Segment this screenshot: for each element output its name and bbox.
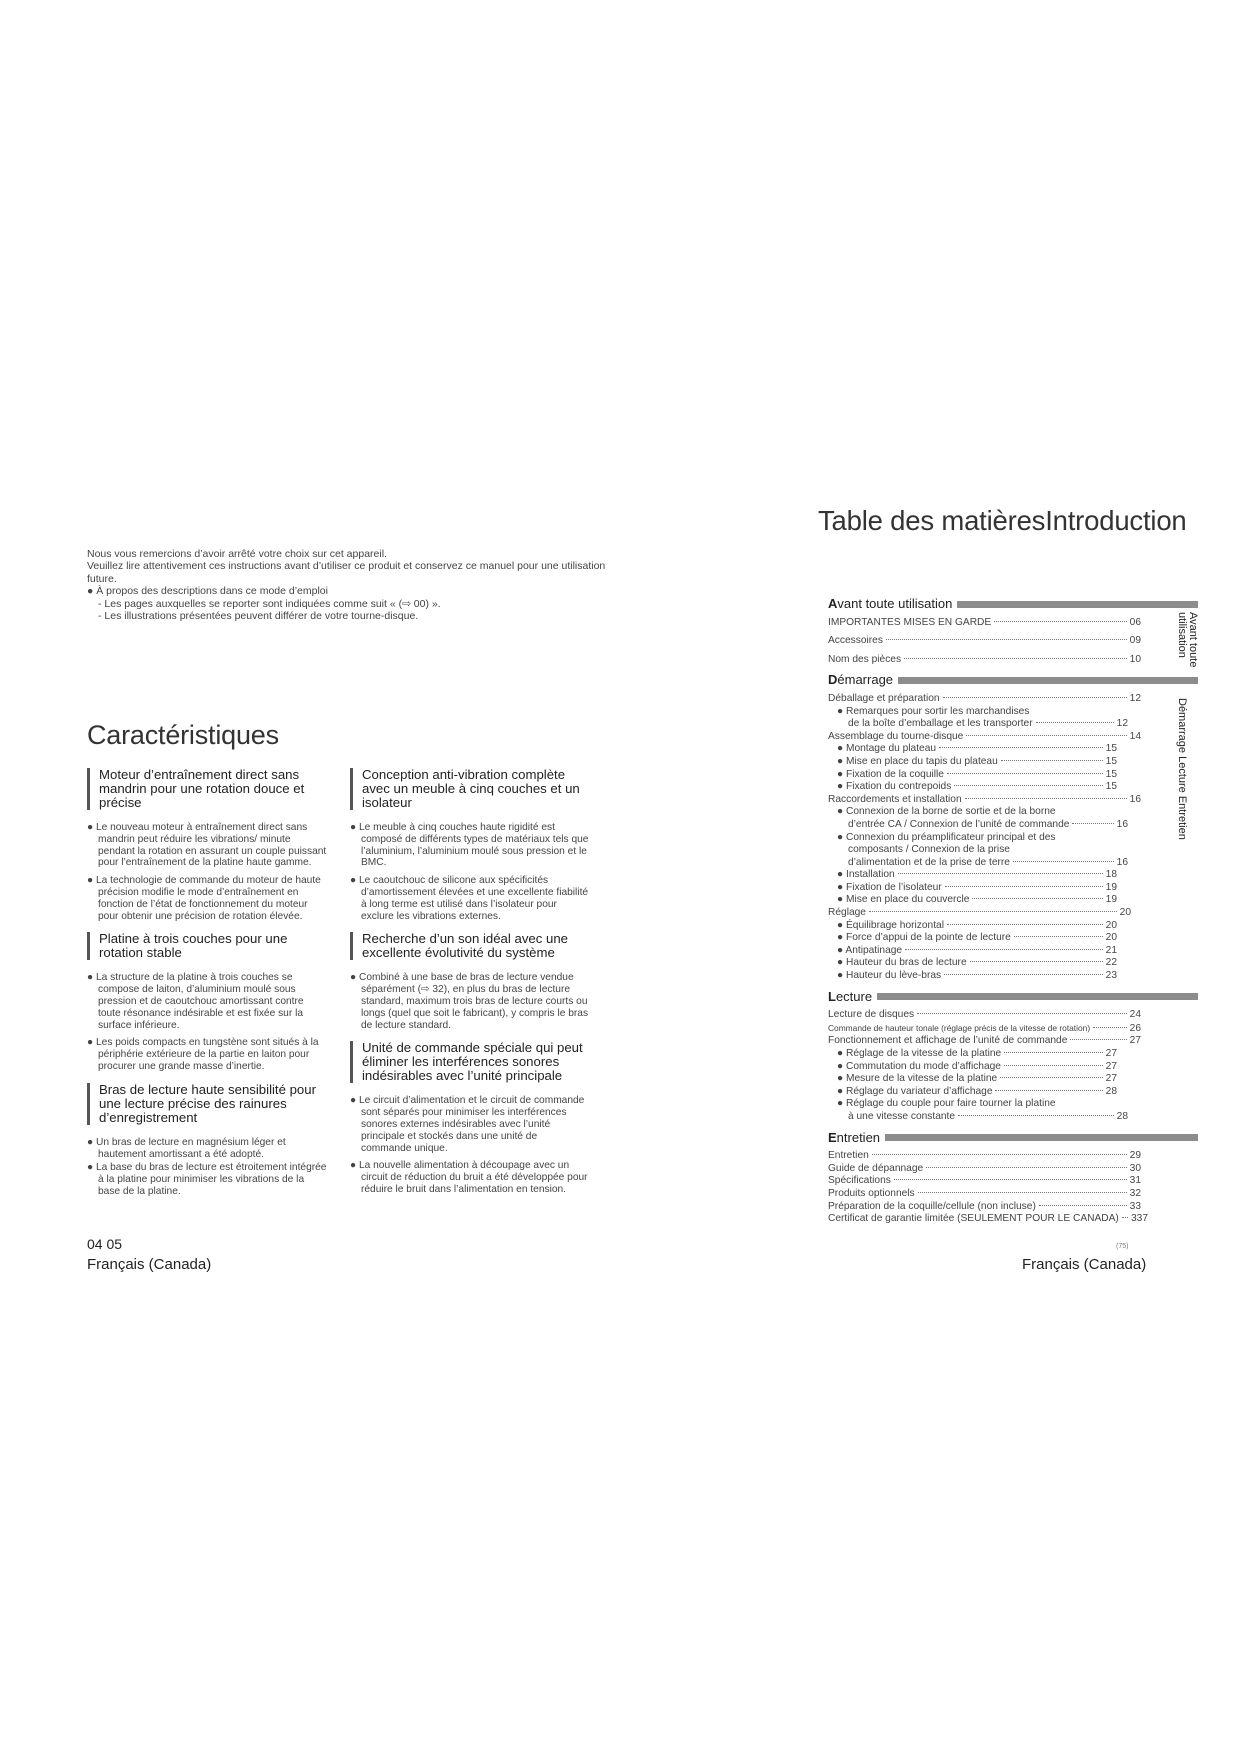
toc-entry[interactable]: Guide de dépannage 30	[828, 1162, 1141, 1174]
feature-group	[350, 1041, 590, 1195]
intro-bullet-text: À propos des descriptions dans ce mode d’emploi	[96, 585, 328, 598]
toc-entry[interactable]: Fonctionnement et affichage de l’unité de commande 27	[828, 1035, 1141, 1047]
feature-item: ● La technologie de commande du moteur de haute précision modifie le mode d’entraînement en fonction de l’état de fonctionnement du moteur pour obtenir une précision de rotation élevée.	[87, 875, 321, 922]
toc-entry[interactable]: Spécifications 31	[828, 1175, 1141, 1187]
toc-entry[interactable]: ● Commutation du mode d’affichage 27	[837, 1060, 1117, 1072]
intro-sub-2: - Les illustrations présentées peuvent différer de votre tourne-disque.	[98, 610, 419, 623]
toc-entry[interactable]: IMPORTANTES MISES EN GARDE 06	[828, 616, 1141, 628]
toc-entry[interactable]: Entretien 29	[828, 1150, 1141, 1162]
toc-title: Table des matièresIntroduction	[818, 505, 1187, 536]
intro-block	[87, 548, 607, 622]
feature-item: ● Le nouveau moteur à entraînement direct sans mandrin peut réduire les vibrations/ minute pendant la rotation en assurant un couple puissant pour l’entraînement de la platine haute gamme.	[87, 822, 327, 869]
section-bar	[885, 1134, 1198, 1141]
toc-entry[interactable]: ● Réglage de la vitesse de la platine 27	[837, 1048, 1117, 1059]
intro-thanks: Nous vous remercions d’avoir arrêté votre choix sur cet appareil.	[87, 548, 387, 560]
toc-entry[interactable]: Accessoires 09	[828, 635, 1141, 647]
toc-entry[interactable]: à une vitesse constante 28	[848, 1110, 1128, 1122]
toc-entry[interactable]: ● Fixation de la coquille 15	[837, 768, 1117, 780]
toc-entry[interactable]: ● Fixation du contrepoids 15	[837, 781, 1117, 793]
toc-entry-text: ● Réglage du couple pour faire tourner la platine	[837, 1098, 1056, 1110]
features-column-right	[350, 768, 590, 1206]
toc-entry[interactable]: d’alimentation et de la prise de terre 16	[848, 856, 1128, 868]
toc-entry[interactable]: d’entrée CA / Connexion de l’unité de commande 16	[848, 818, 1128, 830]
toc-entry[interactable]: ● Équilibrage horizontal 20	[837, 919, 1117, 931]
feature-item: ● Le caoutchouc de silicone aux spécificités d’amortissement élevées et une excellente fiabilité à long terme est utilisé dans l’isolateur pour exclure les vibrations externes.	[350, 875, 589, 922]
toc-entry[interactable]: Réglage 20	[828, 907, 1131, 919]
feature-group	[350, 768, 590, 922]
feature-item: ● La base du bras de lecture est étroitement intégrée à la platine pour minimiser les vibrations de la base de la platine.	[87, 1162, 327, 1197]
page-marker: (75)	[1116, 1243, 1129, 1250]
toc-section-heading: Démarrage	[828, 674, 1198, 687]
feature-heading: Unité de commande spéciale qui peut éliminer les interférences sonores indésirables avec l’unité principale	[350, 1041, 590, 1083]
feature-item: ● Le circuit d’alimentation et le circuit de commande sont séparés pour minimiser les interférences sonores externes indésirables avec l’unité principale et stockés dans une unité de commande unique.	[350, 1095, 585, 1154]
feature-item: ● Combiné à une base de bras de lecture vendue séparément (⇨ 32), en plus du bras de lecture standard, maximum trois bras de lecture courts ou longs (quel que soit le fabricant), y compris le bras de lecture standard.	[350, 972, 589, 1031]
features-column-left	[87, 768, 327, 1208]
toc-entry[interactable]: Lecture de disques 24	[828, 1009, 1141, 1021]
toc-entry[interactable]: ● Montage du plateau 15	[837, 743, 1117, 755]
intro-bullet: ● À propos des descriptions dans ce mode d’emploi	[87, 585, 328, 598]
toc-entry[interactable]: Nom des pièces 10	[828, 653, 1141, 665]
toc-entry[interactable]: ● Force d’appui de la pointe de lecture 20	[837, 932, 1117, 944]
section-bar	[877, 993, 1198, 1000]
toc-entry-text: ● Connexion du préamplificateur principal et des	[837, 831, 1056, 843]
feature-heading: Recherche d’un son idéal avec une excellente évolutivité du système	[350, 932, 590, 960]
feature-heading: Conception anti-vibration complète avec un meuble à cinq couches et un isolateur	[350, 768, 590, 810]
feature-group	[350, 932, 590, 1031]
toc-section-heading: Lecture	[828, 991, 1198, 1004]
intro-read-instructions: Veuillez lire attentivement ces instructions avant d’utiliser ce produit et conservez ce manuel pour une utilisation future.	[87, 560, 606, 585]
features-title: Caractéristiques	[87, 720, 279, 750]
page-numbers: 04 05	[87, 1236, 123, 1252]
footer-language-left: Français (Canada)	[87, 1256, 212, 1273]
feature-item: ● Le meuble à cinq couches haute rigidité est composé de différents types de matériaux tels que l’aluminium, l’aluminium moulé sous pression et le BMC.	[350, 822, 589, 869]
feature-group	[87, 1083, 327, 1198]
toc-entry[interactable]: Certificat de garantie limitée (SEULEMENT POUR LE CANADA) 337	[828, 1213, 1148, 1225]
feature-item: ● Les poids compacts en tungstène sont situés à la périphérie extérieure de la partie en laiton pour procurer une grande masse d’inertie.	[87, 1037, 319, 1072]
toc-entry-text: composants / Connexion de la prise	[848, 844, 1010, 856]
toc-entry[interactable]: ● Mise en place du tapis du plateau 15	[837, 755, 1117, 767]
feature-group	[87, 768, 327, 922]
feature-group	[87, 932, 327, 1072]
section-bar	[957, 601, 1198, 608]
toc-entry[interactable]: Préparation de la coquille/cellule (non incluse) 33	[828, 1200, 1141, 1212]
toc-entry[interactable]: ● Hauteur du lève-bras 23	[837, 970, 1117, 982]
intro-sub-1: - Les pages auxquelles se reporter sont indiquées comme suit « (⇨ 00) ».	[98, 597, 441, 610]
feature-item: ● La structure de la platine à trois couches se compose de laiton, d’aluminium moulé sous pression et de caoutchouc amortissant contre toute résonance indésirable et est fixée sur la surface inférieure.	[87, 972, 304, 1031]
toc-entry-text: ● Connexion de la borne de sortie et de la borne	[837, 806, 1056, 818]
footer-language-right: Français (Canada)	[1022, 1256, 1147, 1273]
feature-heading: Bras de lecture haute sensibilité pour une lecture précise des rainures d’enregistrement	[87, 1083, 327, 1125]
toc-entry[interactable]: Déballage et préparation 12	[828, 692, 1141, 704]
feature-heading: Moteur d’entraînement direct sans mandrin pour une rotation douce et précise	[87, 768, 327, 810]
toc-entry[interactable]: ● Mesure de la vitesse de la platine 27	[837, 1073, 1117, 1085]
table-of-contents	[828, 596, 1198, 1226]
toc-entry[interactable]: ● Antipatinage 21	[837, 944, 1117, 956]
section-bar	[898, 677, 1198, 684]
toc-entry[interactable]: Raccordements et installation 16	[828, 793, 1141, 805]
toc-section-heading: Avant toute utilisation	[828, 598, 1198, 611]
feature-item: ● La nouvelle alimentation à découpage avec un circuit de réduction du bruit a été développée pour réduire le bruit dans l’alimentation en tension.	[350, 1160, 588, 1195]
toc-entry[interactable]: de la boîte d’emballage et les transporter 12	[848, 718, 1128, 730]
toc-section-heading: Entretien	[828, 1132, 1198, 1145]
feature-item: ● Un bras de lecture en magnésium léger et hautement amortissant a été adopté.	[87, 1136, 286, 1160]
side-tab-demarrage-lecture-entretien[interactable]: Démarrage Lecture Entretien	[1176, 698, 1188, 840]
toc-entry[interactable]: ● Installation 18	[837, 869, 1117, 881]
toc-entry[interactable]: Assemblage du tourne-disque 14	[828, 730, 1141, 742]
toc-entry[interactable]: Produits optionnels 32	[828, 1187, 1141, 1199]
toc-entry-text: ● Remarques pour sortir les marchandises	[837, 705, 1030, 717]
toc-entry[interactable]: ● Hauteur du bras de lecture 22	[837, 957, 1117, 969]
toc-entry[interactable]: ● Fixation de l’isolateur 19	[837, 881, 1117, 893]
side-tab-avant-toute-utilisation[interactable]: Avant toute utilisation	[1176, 612, 1199, 668]
toc-entry[interactable]: Commande de hauteur tonale (réglage précis de la vitesse de rotation) 26	[828, 1022, 1141, 1034]
toc-entry[interactable]: ● Réglage du variateur d’affichage 28	[837, 1085, 1117, 1097]
feature-heading: Platine à trois couches pour une rotation stable	[87, 932, 327, 960]
toc-entry[interactable]: ● Mise en place du couvercle 19	[837, 894, 1117, 906]
